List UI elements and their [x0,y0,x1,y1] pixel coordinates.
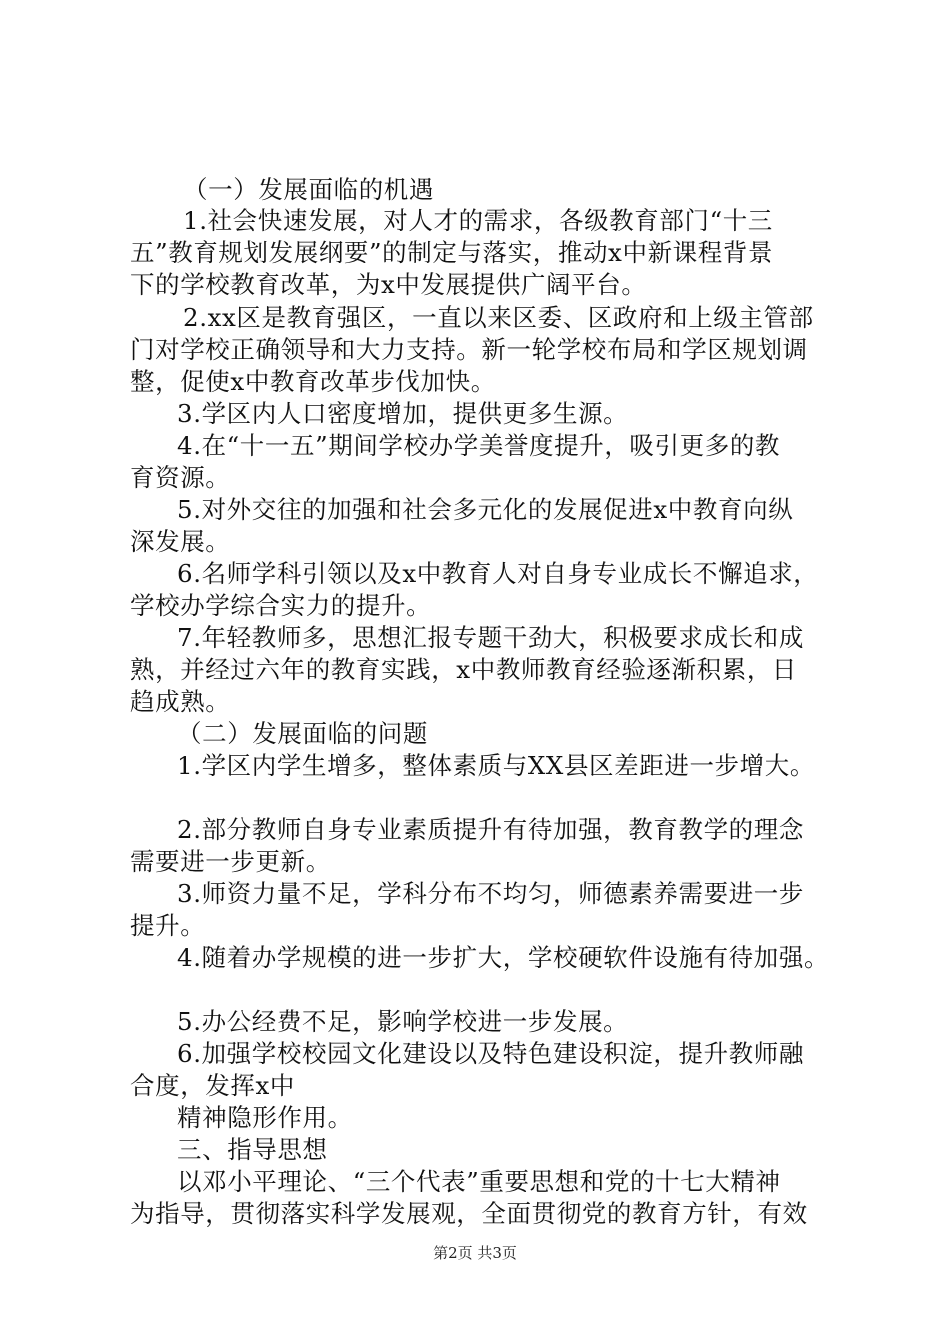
paragraph-line: 为指导，贯彻落实科学发展观，全面贯彻党的教育方针，有效 [130,1199,808,1228]
section-heading-problems: （二）发展面临的问题 [177,719,428,748]
paragraph-line: 3.师资力量不足，学科分布不均匀，师德素养需要进一步 [177,879,804,908]
paragraph-line: 5.对外交往的加强和社会多元化的发展促进x中教育向纵 [177,495,794,524]
paragraph-line: 合度，发挥x中 [130,1071,296,1100]
paragraph-line: 5.办公经费不足，影响学校进一步发展。 [177,1007,629,1036]
section-heading-opportunities: （一）发展面临的机遇 [183,175,434,204]
paragraph-line: 趋成熟。 [130,687,231,716]
paragraph-line: 6.加强学校校园文化建设以及特色建设积淀，提升教师融 [177,1039,804,1068]
paragraph-line: 4.在“十一五”期间学校办学美誉度提升，吸引更多的教 [177,431,781,460]
paragraph-line: 学校办学综合实力的提升。 [130,591,432,620]
paragraph-line: 下的学校教育改革，为x中发展提供广阔平台。 [130,270,647,299]
paragraph-line: 以邓小平理论、“三个代表”重要思想和党的十七大精神 [177,1167,781,1196]
paragraph-line: 整，促使x中教育改革步伐加快。 [130,367,496,396]
paragraph-line: 五”教育规划发展纲要”的制定与落实，推动x中新课程背景 [130,238,774,267]
paragraph-line: 提升。 [130,911,206,940]
paragraph-line: 深发展。 [130,527,231,556]
paragraph-line: 6.名师学科引领以及x中教育人对自身专业成长不懈追求， [177,559,819,588]
paragraph-line: 熟，并经过六年的教育实践，x中教师教育经验逐渐积累，日 [130,655,798,684]
page-footer: 第2页 共3页 [433,1244,517,1262]
paragraph-line: 2.xx区是教育强区，一直以来区委、区政府和上级主管部 [183,303,814,332]
paragraph-line: 4.随着办学规模的进一步扩大，学校硬软件设施有待加强。 [177,943,830,972]
paragraph-line: 1.学区内学生增多，整体素质与XX县区差距进一步增大。 [177,751,815,780]
paragraph-line: 需要进一步更新。 [130,847,331,876]
paragraph-line: 门对学校正确领导和大力支持。新一轮学校布局和学区规划调 [130,335,808,364]
paragraph-line: 3.学区内人口密度增加，提供更多生源。 [177,399,629,428]
paragraph-line: 2.部分教师自身专业素质提升有待加强，教育教学的理念 [177,815,804,844]
paragraph-line: 1.社会快速发展，对人才的需求，各级教育部门“十三 [183,206,773,235]
paragraph-line: 育资源。 [130,463,231,492]
paragraph-line: 精神隐形作用。 [177,1103,353,1132]
paragraph-line: 7.年轻教师多，思想汇报专题干劲大，积极要求成长和成 [177,623,804,652]
section-heading-guiding-ideology: 三、指导思想 [177,1135,328,1164]
